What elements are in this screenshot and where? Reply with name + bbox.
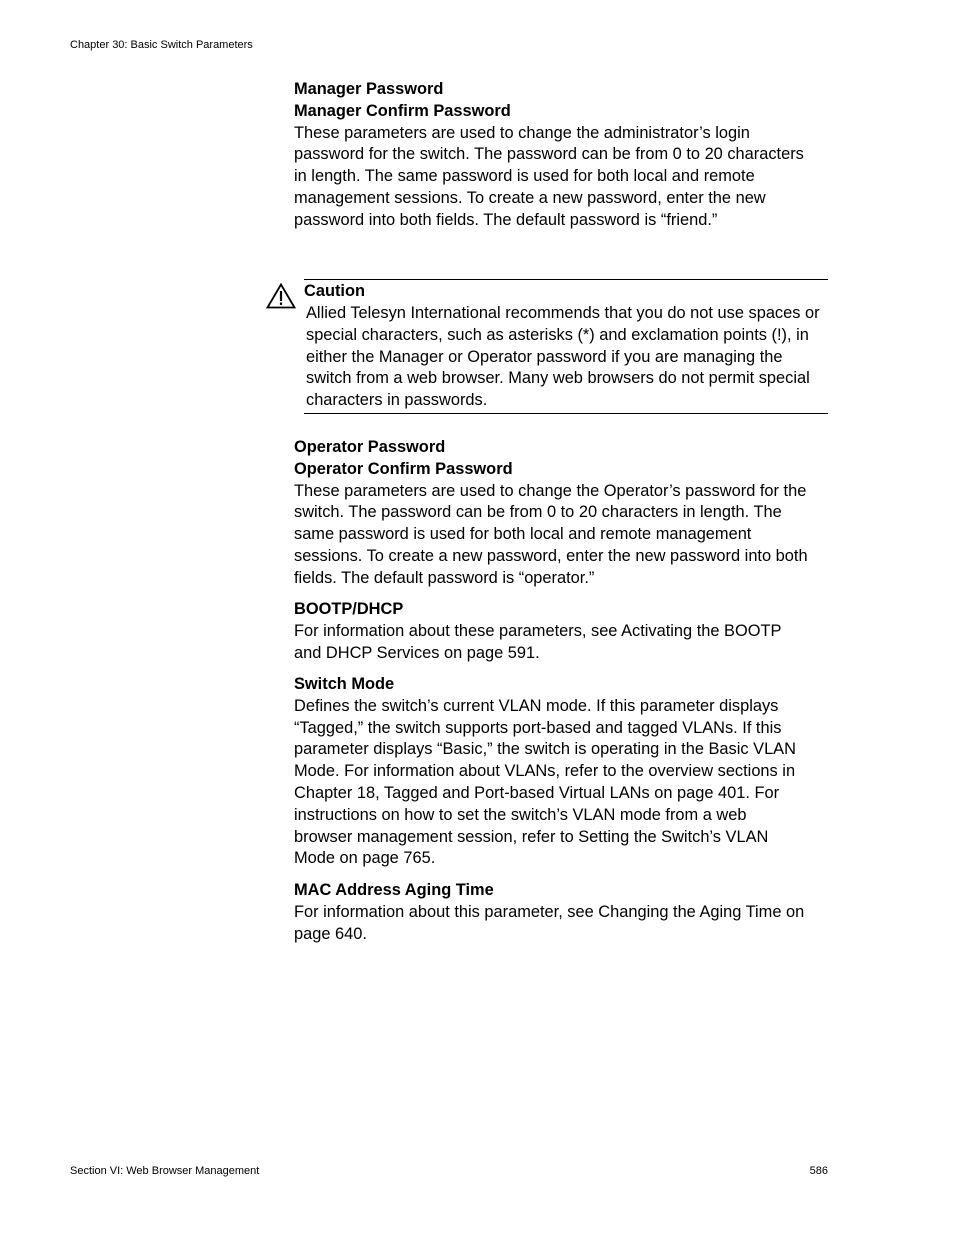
manager-password-body: These parameters are used to change the administrator’s login password for the switch. The password can be from 0 to 20 characters in length. The same password is used for both local and remote management sessions. To create a new password, enter the new password into both fields. The default password is “friend.”: [294, 123, 804, 229]
switch-mode-section: [294, 674, 809, 870]
running-head: Chapter 30: Basic Switch Parameters: [70, 39, 253, 51]
operator-password-body: These parameters are used to change the Operator’s password for the switch. The password can be from 0 to 20 characters in length. The same password is used for both local and remote management sessions. To create a new password, enter the new password into both fields. The default password is “operator.”: [294, 481, 808, 587]
page-number: 586: [809, 1165, 828, 1177]
manager-password-section: [294, 79, 809, 232]
operator-password-section: [294, 437, 809, 590]
switch-mode-body: Defines the switch’s current VLAN mode. If this parameter displays “Tagged,” the switch supports port-based and tagged VLANs. If this parameter displays “Basic,” the switch is operating in the Basic VLAN Mode. For information about VLANs, refer to the overview sections in Chapter 18, Tagged and Port-based Virtual LANs on page 401. For instructions on how to set the switch’s VLAN mode from a web browser management session, refer to Setting the Switch’s VLAN Mode on page 765.: [294, 696, 796, 868]
mac-aging-heading: MAC Address Aging Time: [294, 881, 494, 899]
bootp-dhcp-body: For information about these parameters, see Activating the BOOTP and DHCP Services on page 591.: [294, 621, 782, 662]
caution-body: Allied Telesyn International recommends that you do not use spaces or special characters, such as asterisks (*) and exclamation points (!), in either the Manager or Operator password if you are managing the switch from a web browser. Many web browsers do not permit special characters in passwords.: [306, 304, 820, 410]
caution-bottom-rule: [304, 413, 828, 414]
caution-box: [266, 279, 828, 415]
bootp-dhcp-section: [294, 599, 809, 664]
switch-mode-heading: Switch Mode: [294, 675, 395, 693]
footer-section-title: Section VI: Web Browser Management: [70, 1165, 260, 1177]
caution-title: Caution: [304, 282, 366, 300]
warning-triangle-icon: [266, 283, 296, 309]
mac-aging-body: For information about this parameter, see Changing the Aging Time on page 640.: [294, 902, 805, 943]
manager-confirm-password-heading: Manager Confirm Password: [294, 101, 511, 120]
bootp-dhcp-heading: BOOTP/DHCP: [294, 600, 404, 618]
caution-top-rule: [304, 279, 828, 280]
operator-password-heading: Operator Password: [294, 438, 446, 456]
mac-aging-section: [294, 880, 809, 945]
manager-password-heading: Manager Password: [294, 80, 444, 98]
operator-confirm-password-heading: Operator Confirm Password: [294, 459, 513, 478]
